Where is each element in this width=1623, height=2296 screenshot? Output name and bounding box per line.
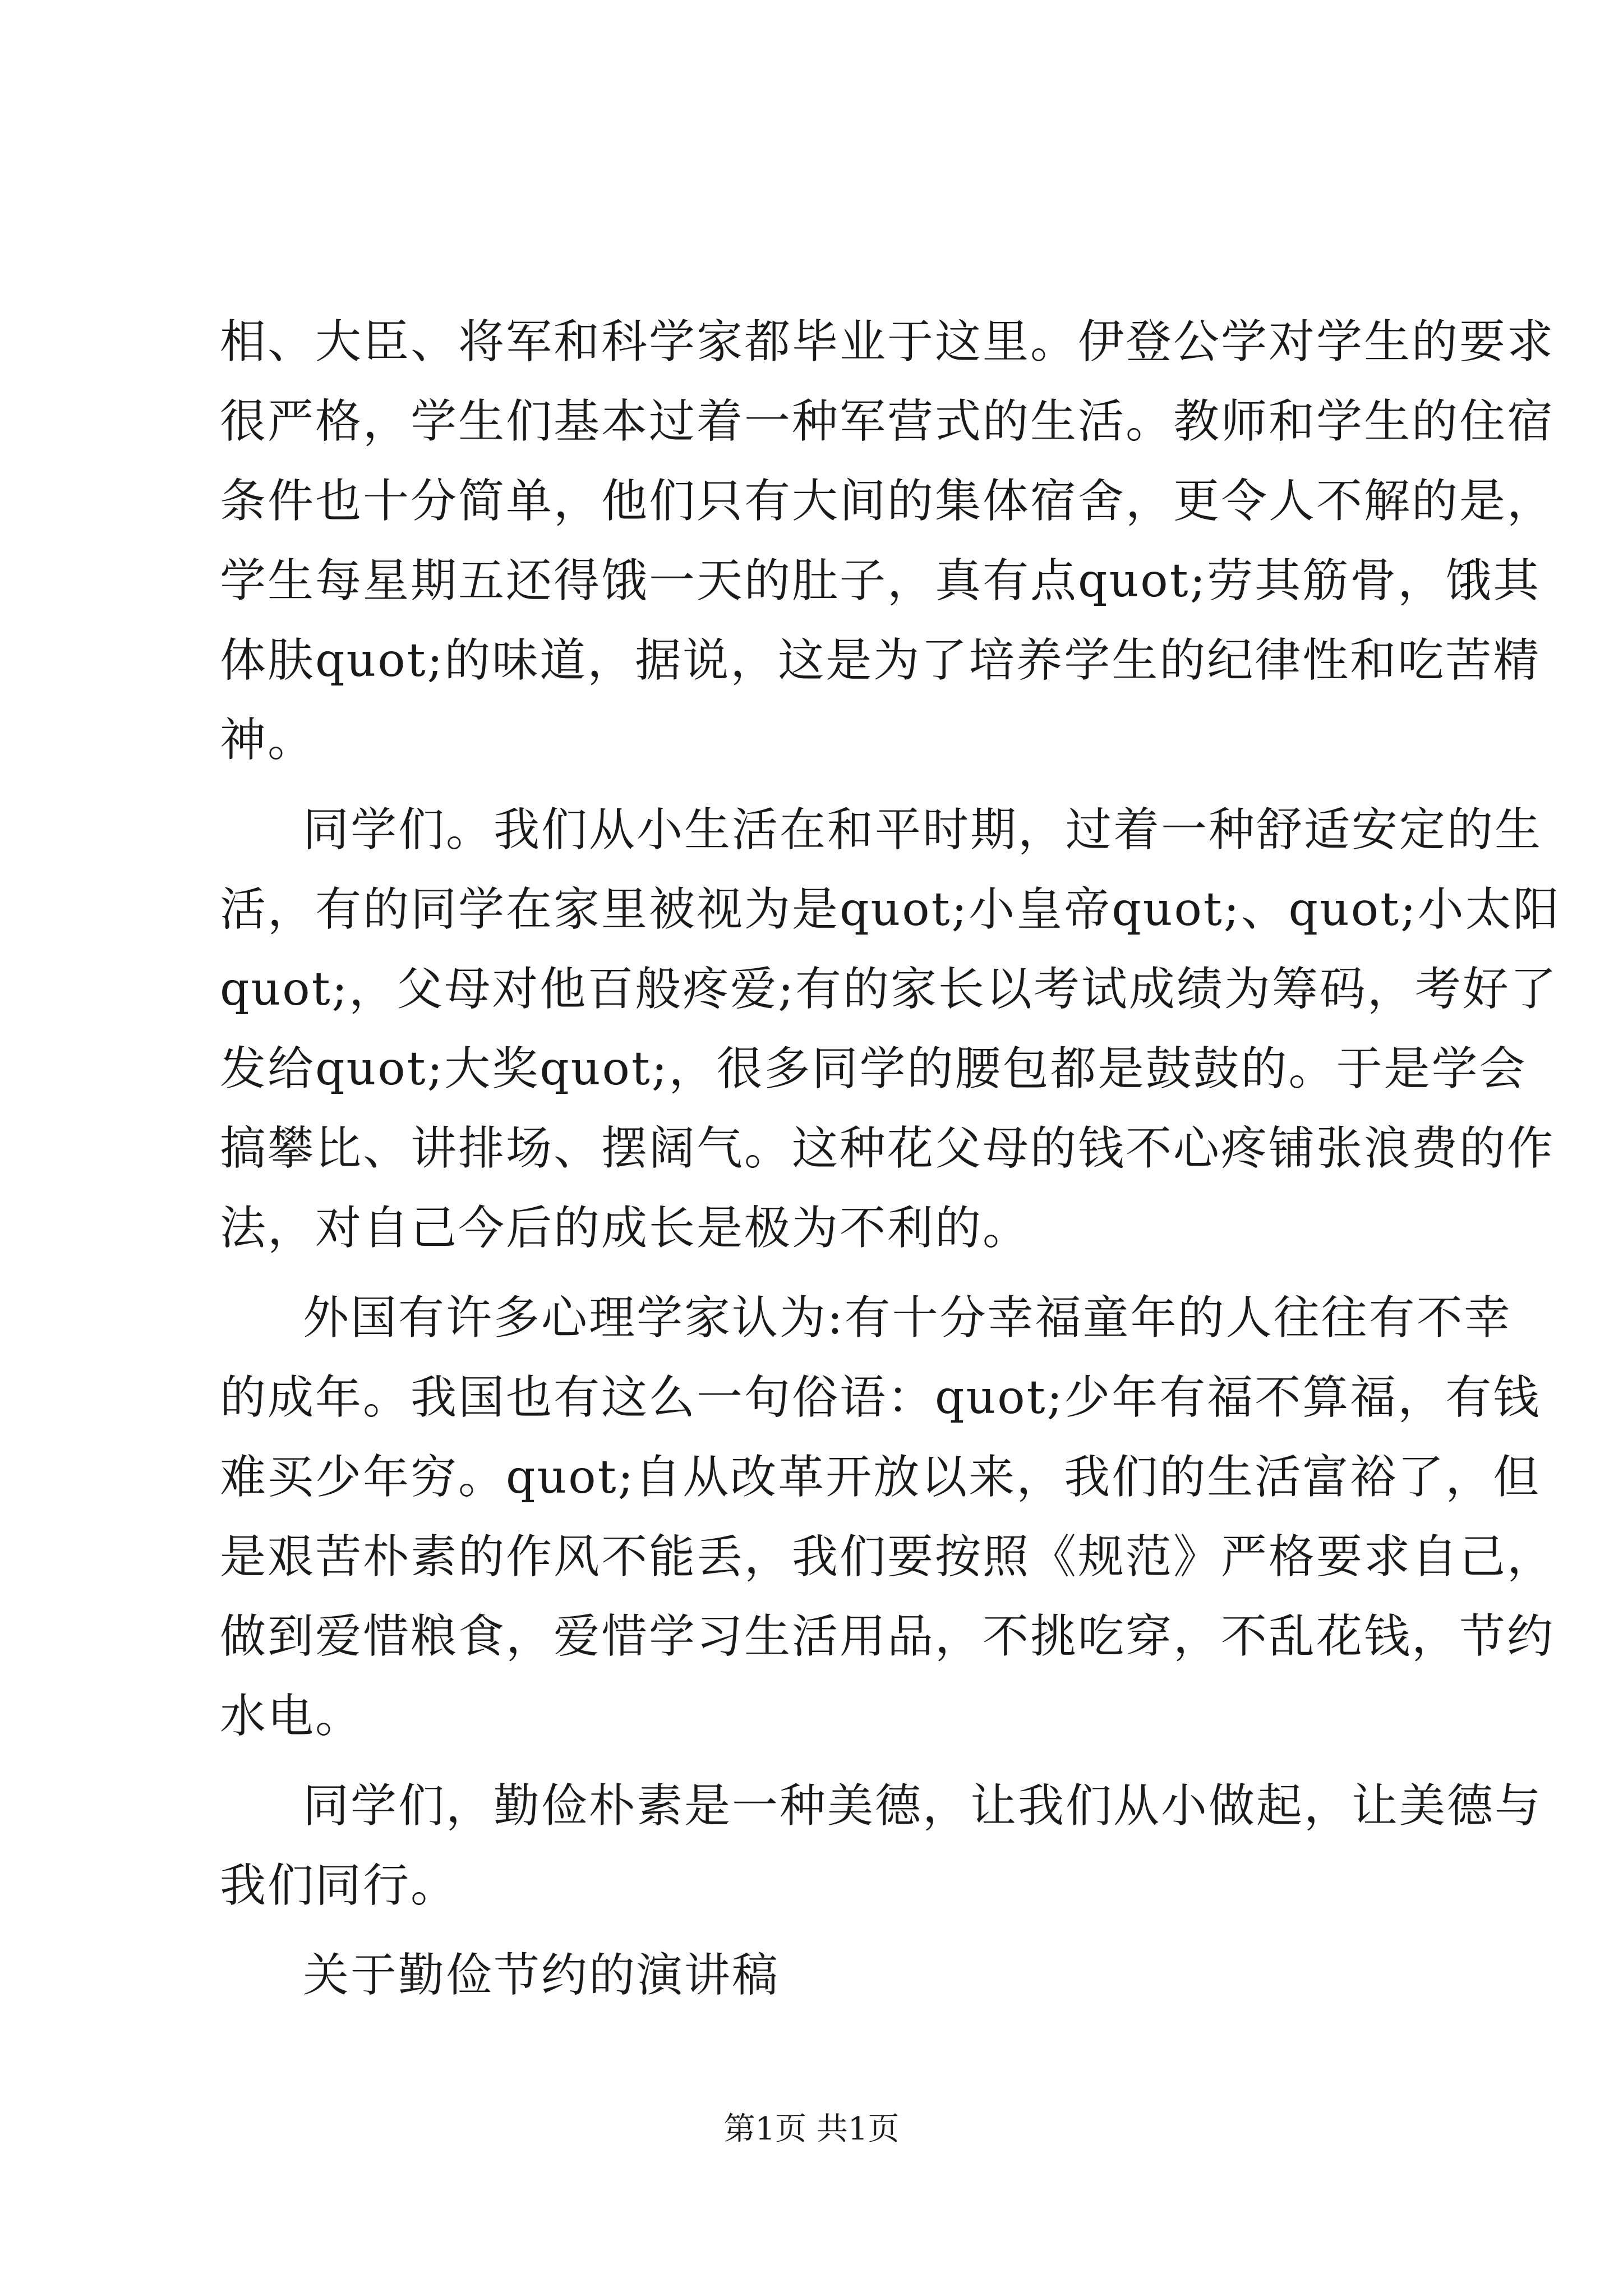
text-line: 难买少年穷。quot;自从改革开放以来，我们的生活富裕了，但 xyxy=(220,1451,1541,1504)
text-line: 相、大臣、将军和科学家都毕业于这里。伊登公学对学生的要求 xyxy=(220,315,1555,369)
text-line: 很严格，学生们基本过着一种军营式的生活。教师和学生的住宿 xyxy=(220,395,1555,448)
text-line: 水电。 xyxy=(220,1690,363,1743)
text-line: 神。 xyxy=(220,714,316,767)
paragraph-start-line: 同学们。我们从小生活在和平时期，过着一种舒适安定的生 xyxy=(303,803,1543,857)
text-line: 体肤quot;的味道，据说，这是为了培养学生的纪律性和吃苦精 xyxy=(220,634,1541,687)
text-line: 活，有的同学在家里被视为是quot;小皇帝quot;、quot;小太阳 xyxy=(220,883,1561,936)
text-line: 是艰苦朴素的作风不能丢，我们要按照《规范》严格要求自己， xyxy=(220,1530,1555,1584)
text-line: 条件也十分简单，他们只有大间的集体宿舍，更令人不解的是， xyxy=(220,475,1555,528)
text-line: 搞攀比、讲排场、摆阔气。这种花父母的钱不心疼铺张浪费的作 xyxy=(220,1122,1555,1175)
paragraph-start-line: 外国有许多心理学家认为:有十分幸福童年的人往往有不幸 xyxy=(303,1291,1512,1345)
text-line: 学生每星期五还得饿一天的肚子，真有点quot;劳其筋骨，饿其 xyxy=(220,554,1541,608)
text-line: 的成年。我国也有这么一句俗语：quot;少年有福不算福，有钱 xyxy=(220,1371,1541,1424)
text-line: 做到爱惜粮食，爱惜学习生活用品，不挑吃穿，不乱花钱，节约 xyxy=(220,1610,1555,1663)
text-line: 我们同行。 xyxy=(220,1859,459,1912)
text-line: 发给quot;大奖quot;，很多同学的腰包都是鼓鼓的。于是学会 xyxy=(220,1042,1527,1096)
paragraph-start-line: 同学们，勤俭朴素是一种美德，让我们从小做起，让美德与 xyxy=(303,1779,1543,1833)
text-line: 法，对自己今后的成长是极为不利的。 xyxy=(220,1202,1031,1255)
page-footer: 第1页 共1页 xyxy=(723,2111,900,2147)
document-title-line: 关于勤俭节约的演讲稿 xyxy=(303,1949,780,2002)
text-line: quot;，父母对他百般疼爱;有的家长以考试成绩为筹码，考好了 xyxy=(220,963,1558,1016)
